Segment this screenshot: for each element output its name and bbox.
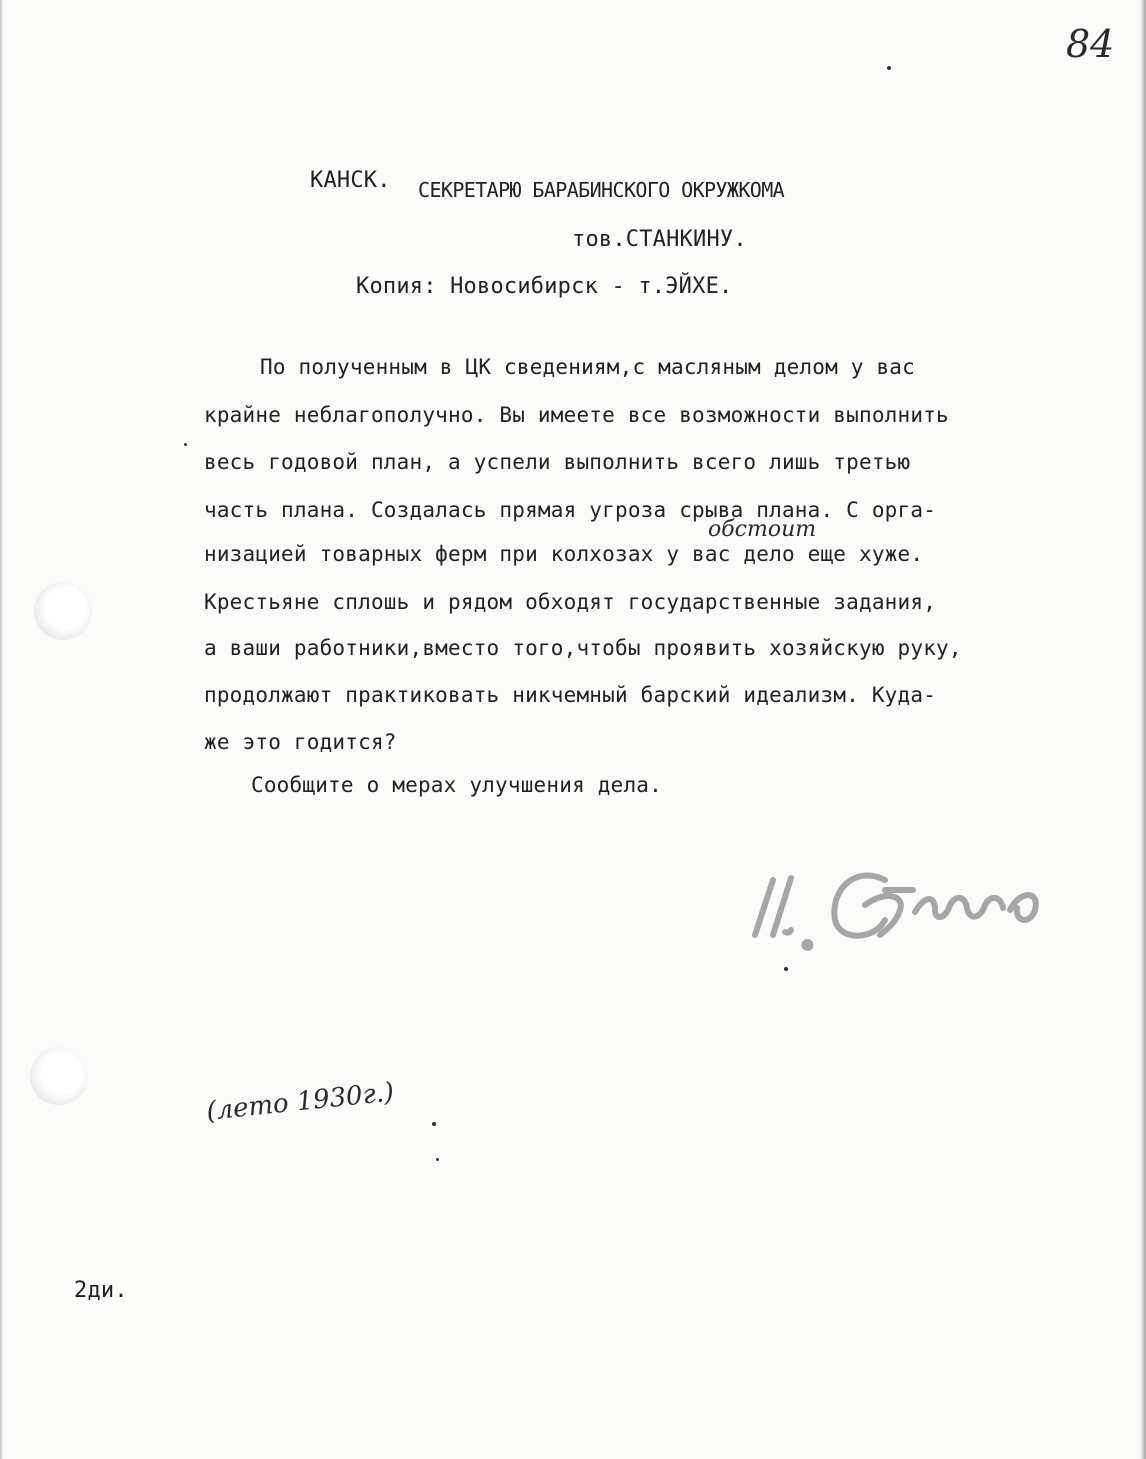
page-edge-left	[0, 0, 3, 1459]
body-line: Крестьяне сплошь и рядом обходят государственные задания,	[204, 590, 937, 614]
body-line: а ваши работники,вместо того,чтобы проявить хозяйскую руку,	[204, 636, 962, 660]
page-number: 84	[1066, 22, 1115, 66]
date-note: (лето 1930г.)	[205, 1077, 396, 1127]
body-line: продолжают практиковать никчемный барский идеализм. Куда-	[204, 683, 937, 707]
header-recipient-name: тов.СТАНКИНУ.	[572, 227, 747, 252]
body-line: весь годовой план, а успели выполнить всего лишь третью	[204, 450, 911, 474]
header-city: КАНСК.	[310, 168, 391, 193]
punch-hole-top	[34, 582, 92, 640]
speck	[436, 1158, 439, 1161]
page-edge-shadow	[1140, 0, 1146, 1459]
header-copy-to: Копия: Новосибирск - т.ЭЙХЕ.	[356, 274, 733, 299]
body-line: По полученным в ЦК сведениям,с масляным делом у вас	[260, 355, 915, 379]
body-line: же это годится?	[204, 730, 397, 754]
body-line: низацией товарных ферм при колхозах у вас дело еще хуже.	[204, 542, 924, 566]
handwritten-insert: обстоит	[708, 517, 817, 542]
speck	[784, 967, 788, 971]
speck	[432, 1122, 436, 1126]
footer-code: 2ди.	[74, 1278, 128, 1303]
body-closing: Сообщите о мерах улучшения дела.	[251, 773, 662, 797]
punch-hole-bottom	[30, 1047, 88, 1105]
header-recipient: СЕКРЕТАРЮ БАРАБИНСКОГО ОКРУЖКОМА	[418, 178, 785, 202]
signature	[735, 850, 1060, 955]
body-line: крайне неблагополучно. Вы имеете все возможности выполнить	[204, 403, 949, 427]
body-line: часть плана. Создалась прямая угроза срыва плана. С орга-	[204, 498, 937, 522]
speck	[887, 66, 891, 70]
speck	[184, 443, 187, 446]
